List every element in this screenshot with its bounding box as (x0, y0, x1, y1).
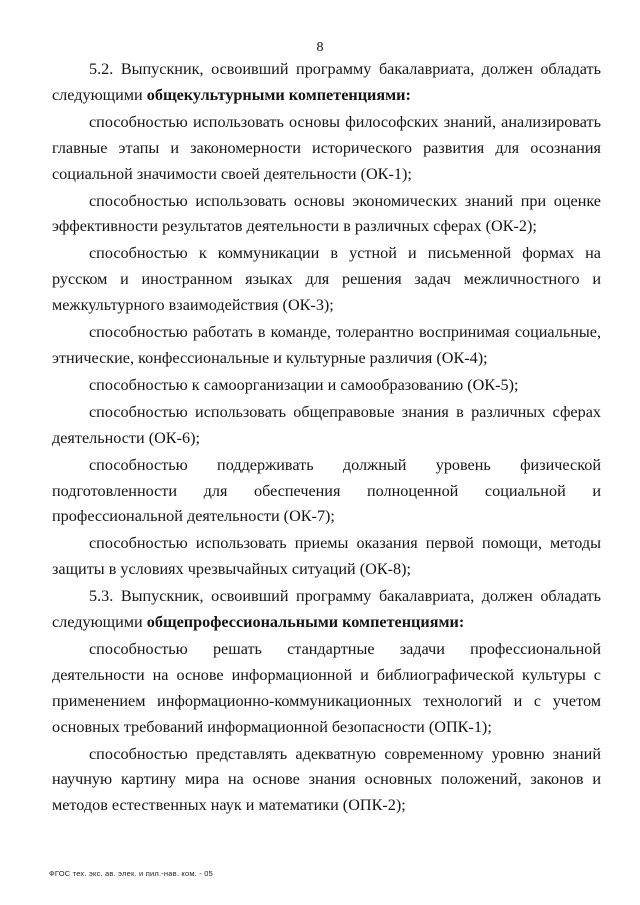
competency-opk-1: способностью решать стандартные задачи профессиональной деятельности на основе информационной и библиографической культуры с применением информационно-коммуникационных технологий и с учетом основных требований информационной безопасности (ОПК-1); (52, 639, 601, 736)
competency-ok-8: способностью использовать приемы оказания первой помощи, методы защиты в условиях чрезвычайных ситуаций (ОК-8); (52, 534, 601, 579)
competency-ok-7: способностью поддерживать должный уровень физической подготовленности для обеспечения полноценной социальной и профессиональной деятельности (ОК-7); (52, 455, 601, 526)
competency-ok-4: способностью работать в команде, толерантно воспринимая социальные, этнические, конфессиональные и культурные различия (ОК-4); (52, 323, 601, 367)
document-body (52, 57, 601, 819)
section-5-3-intro-text: 5.3. Выпускник, освоивший программу бакалавриата, должен обладать следующими (52, 587, 601, 632)
page-number: 8 (316, 40, 324, 55)
page-footer: ФГОС тех. экс. ав. элек. и пил.-нав. ком. - 05 (49, 869, 213, 878)
section-5-2-heading-bold: общекультурными компетенциями: (146, 85, 411, 104)
competency-ok-3: способностью к коммуникации в устной и письменной формах на русском и иностранном языках для решения задач межличностного и межкультурного взаимодействия (ОК-3); (52, 244, 601, 315)
section-5-3-heading-bold: общепрофессиональными компетенциями: (146, 613, 465, 632)
section-5-2-intro-text: 5.2. Выпускник, освоивший программу бакалавриата, должен обладать следующими (52, 60, 601, 104)
competency-ok-5: способностью к самоорганизации и самообразованию (ОК-5); (89, 375, 519, 394)
competency-opk-2: способностью представлять адекватную современному уровню знаний научную картину мира на основе знания основных положений, законов и методов естественных наук и математики (ОПК-2); (52, 744, 601, 815)
competency-ok-2: способностью использовать основы экономических знаний при оценке эффективности результатов деятельности в различных сферах (ОК-2); (52, 191, 601, 236)
competency-ok-1: способностью использовать основы философских знаний, анализировать главные этапы и закономерности исторического развития для осознания социальной значимости своей деятельности (ОК-1); (52, 112, 601, 183)
section-5-2-intro (52, 57, 601, 109)
section-5-3-intro (52, 584, 601, 636)
competency-ok-6: способностью использовать общеправовые знания в различных сферах деятельности (ОК-6); (52, 402, 601, 447)
